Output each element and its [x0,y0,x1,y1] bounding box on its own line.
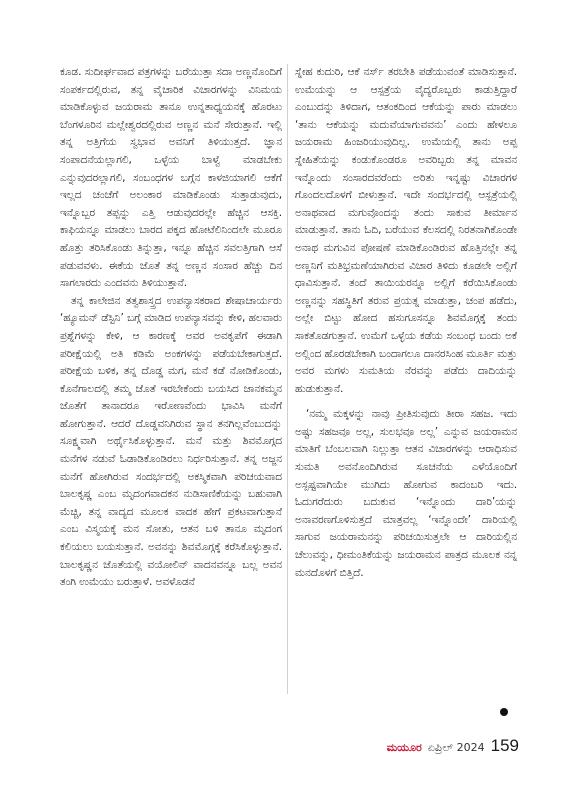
page-number: 159 [490,736,519,755]
magazine-brand: ಮಯೂರ [386,741,422,754]
paragraph-right-2: ‘ನಮ್ಮ ಮಕ್ಕಳನ್ನು ನಾವು ಪ್ರೀತಿಸುವುದು ತೀರಾ ಸಹಜ. ಇದು ಅಷ್ಟು ಸಹಜವೂ ಅಲ್ಲ, ಸುಲಭವೂ ಅಲ್ಲ’ ಎನ್ನುವ ಜಯರಾಮನ ಮಾತಿಗೆ ಬೆಂಬಲವಾಗಿ ನಿಲ್ಲುತ್ತಾ ಆತನ ವಿಚಾರಗಳನ್ನು ಆರಾಧಿಸುವ ಸುಮತಿ ಅವನೊಂದಿಗಿರುವ ಸೂಚನೆಯ ಎಳೆಯೊಂದಿಗೆ ಅಸ್ಪಷ್ಟವಾಗಿಯೇ ಮುಗಿದು ಹೋಗುವ ಕಾದಂಬರಿ ಇದು. ಓದುಗರೆದುರು ಬದುಕುವ ‘ಇನ್ನೊಂದು ದಾರಿ’ಯನ್ನು ಅನಾವರಣಗೊಳಿಸುತ್ತದೆ ಮಾತ್ರವಲ್ಲ ‘ಇನ್ನೊಂದೇ’ ದಾರಿಯಲ್ಲಿ ಸಾಗುವ ಜಯರಾಮನನ್ನು ಪರಿಚಯಿಸುತ್ತಲೇ ಆ ದಾರಿಯಲ್ಲಿನ ಚೆಲುವನ್ನು, ಧೀಮಂತಿಕೆಯನ್ನು ಜಯರಾಮನ ಪಾತ್ರದ ಮೂಲಕ ನನ್ನ ಮನದೊಳಗೆ ಬಿತ್ತಿದೆ. [295,408,517,579]
issue-month-year: ಏಪ್ರಿಲ್ 2024 [427,741,485,754]
column-divider [287,64,288,694]
paragraph-left-2: ತನ್ನ ಕಾಲೇಜಿನ ತತ್ವಶಾಸ್ತ್ರದ ಉಪನ್ಯಾಸಕರಾದ ಶೇಷಾಚಾರ್ಯರು ‘ಹ್ಯೂಮನ್ ಡೆಸ್ಟಿನಿ’ ಬಗ್ಗೆ ಮಾಡಿದ ಉಪನ್ಯಾಸವನ್ನು ಕೇಳಿ, ಹಲವಾರು ಪ್ರಶ್ನೆಗಳನ್ನು ಕೇಳಿ, ಆ ಕಾರಣಕ್ಕೆ ಅವರ ಅವಕೃಪೆಗೆ ಈಡಾಗಿ ಪರೀಕ್ಷೆಯಲ್ಲಿ ಅತಿ ಕಡಿಮೆ ಅಂಕಗಳನ್ನು ಪಡೆಯಬೇಕಾಗುತ್ತದೆ. ಪರೀಕ್ಷೆಯ ಬಳಿಕ, ತನ್ನ ದೊಡ್ಡ ಮಗ, ಮನೆ ಕಡೆ ನೋಡಿಕೊಂಡು, ಕೊನೆಗಾಲದಲ್ಲಿ ತಮ್ಮ ಜೊತೆ ಇರಬೇಕೆಂದು ಬಯಸಿದ ಜಾನಕಮ್ಮನ ಜೊತೆಗೆ ತಾನಾದರೂ ಇರೋಣವೆಂದು ಭಾವಿಸಿ ಮನೆಗೆ ಹೋಗುತ್ತಾನೆ. ಆದರೆ ದೊಡ್ಡವನಿಗಿರುವ ಸ್ಥಾನ ತನಗಿಲ್ಲವೆಂಬುದನ್ನು ಸೂಕ್ಷ್ಮವಾಗಿ ಅರ್ಥೈಸಿಕೊಳ್ಳುತ್ತಾನೆ. ಮನೆ ಮತ್ತು ಶಿವಮೊಗ್ಗದ ಮನೆಗಳ ನಡುವೆ ಓಡಾಡಿಕೊಂಡಿರಲು ನಿರ್ಧರಿಸುತ್ತಾನೆ. ತನ್ನ ಅಜ್ಜನ ಮನೆಗೆ ಹೋಗಿರುವ ಸಂದರ್ಭದಲ್ಲಿ ಅಕಸ್ಮಿಕವಾಗಿ ಪರಿಚಯವಾದ ಬಾಲಕೃಷ್ಣ ಎಂಬ ಮೃದಂಗವಾದಕನ ನುಡಿಸಾಣಿಕೆಯನ್ನು ಬಹುವಾಗಿ ಮೆಚ್ಚಿ, ತನ್ನ ವಾದ್ಯದ ಮೂಲಕ ವಾದಕ ಹೇಗೆ ಪ್ರಕಟವಾಗುತ್ತಾನೆ ಎಂಬ ವಿಸ್ಮಯಕ್ಕೆ ಮನ ಸೋತು, ಆತನ ಬಳಿ ತಾನೂ ಮೃದಂಗ ಕಲಿಯಲು ಬಯಸುತ್ತಾನೆ. ಅವನನ್ನು ಶಿವಮೊಗ್ಗಕ್ಕೆ ಕರೆಸಿಕೊಳ್ಳುತ್ತಾನೆ. ಬಾಲಕೃಷ್ಣನ ಜೊತೆಯಲ್ಲಿ ವಯೋಲಿನ್ ವಾದನವನ್ನೂ ಬಲ್ಲ ಅವನ ತಂಗಿ ಉಮೆಯು ಬರುತ್ತಾಳೆ. ಅವಳೊಡನೆ [60,294,282,589]
end-of-article-bullet-icon [500,708,508,716]
paragraph-left-1: ಕೂಡ. ಸುದೀರ್ಘವಾದ ಪತ್ರಗಳನ್ನು ಬರೆಯುತ್ತಾ ಸದಾ ಅಣ್ಣನೊಂದಿಗೆ ಸಂಪರ್ಕದಲ್ಲಿರುವ, ತನ್ನ ವೈಚಾರಿಕ ವಿಚಾರಗಳನ್ನು ವಿನಿಮಯ ಮಾಡಿಕೊಳ್ಳುವ ಜಯರಾಮ ತಾನೂ ಉನ್ನತಾಧ್ಯಯನಕ್ಕೆ ಹೊರಟು ಬೆಂಗಳೂರಿನ ಮಲ್ಲೇಶ್ವರದಲ್ಲಿರುವ ಅಣ್ಣನ ಮನೆ ಸೇರುತ್ತಾನೆ. ಇಲ್ಲಿ ತನ್ನ ಅತ್ತಿಗೆಯ ಸ್ವಭಾವ ಅವನಿಗೆ ತಿಳಿಯುತ್ತದೆ. ಜ್ಞಾನ ಸಂಪಾದನೆಯಲ್ಲಾಗಲಿ, ಒಳ್ಳೆಯ ಬಾಳ್ವೆ ಮಾಡಬೇಕು ಎನ್ನುವುದರಲ್ಲಾಗಲಿ, ಸಂಬಂಧಗಳ ಬಗ್ಗೆನ ಕಾಳಜಿಯಾಗಲಿ ಆಕೆಗೆ ಇಲ್ಲದ ಚಂಚೆಗೆ ಅಲಂಕಾರ ಮಾಡಿಕೊಂಡು ಸುತ್ತಾಡುವುದು, ಇನ್ನೊಬ್ಬರ ತಪ್ಪನ್ನು ಎತ್ತಿ ಆಡುವುದರಲ್ಲೇ ಹೆಚ್ಚಿನ ಆಸಕ್ತಿ. ಕಾಫಿಯನ್ನೂ ಮಾಡಲು ಬಾರದ ಪಕ್ಕದ ಹೋಟೆಲಿನಿಂದಲೇ ಮೂರೂ ಹೊತ್ತು ತರಿಸಿಕೊಂಡು ತಿನ್ನುತ್ತಾ, ಇನ್ನೂ ಹೆಚ್ಚಿನ ಸವಲತ್ತಿಗಾಗಿ ಆಸೆ ಪಡುವವಳು. ಈಕೆಯ ಜೊತೆ ತನ್ನ ಅಣ್ಣನ ಸಂಸಾರ ಹೆಚ್ಚು ದಿನ ಸಾಗಲಾರದು ಎಂದವನು ತಿಳಿಯುತ್ತಾನೆ. [60,66,282,290]
left-column [60,64,282,592]
right-column [295,64,517,582]
page-footer [387,736,519,756]
paragraph-right-1: ಸ್ನೇಹ ಕುದುರಿ, ಆಕೆ ನರ್ಸ್ ತರಬೇತಿ ಪಡೆಯುವಂತೆ ಮಾಡಿಸುತ್ತಾನೆ. ಉಮೆಯನ್ನು ಆ ಆಸ್ಪತ್ರೆಯ ವೈದ್ಯರೊಬ್ಬರು ಕಾಡುತ್ತಿದ್ದಾರೆ ಎಂಬುದನ್ನು ತಿಳಿದಾಗ, ಆತಂಕದಿಂದ ಆಕೆಯನ್ನು ಪಾರು ಮಾಡಲು ‘ತಾನು ಆಕೆಯನ್ನು ಮದುವೆಯಾಗುವವನು’ ಎಂದು ಹೇಳಲೂ ಜಯರಾಮ ಹಿಂಜರಿಯುವುದಿಲ್ಲ. ಉಮೆಯಲ್ಲಿ ತಾನು ಅಪ್ಪ ಸ್ನೇಹಿತೆಯನ್ನು ಕಂಡುಕೊಂಡರೂ ಅವರಿಬ್ಬರು ತನ್ನ ಮಾವನ ಇನ್ನೊಂದು ಸಂಸಾರದವರೆಂದು ಅರಿತು ಇನ್ನಷ್ಟು ವಿಚಾರಗಳ ಗೊಂದಲದೊಳಗೆ ಬೀಳುತ್ತಾನೆ. ಇದೇ ಸಂದರ್ಭದಲ್ಲಿ ಆಸ್ಪತ್ರೆಯಲ್ಲಿ ಅನಾಥವಾದ ಮಗುವೊಂದನ್ನು ತಂದು ಸಾಕುವ ತೀರ್ಮಾನ ಮಾಡುತ್ತಾನೆ. ತಾನು ಓದಿ, ಬರೆಯುವ ಕೆಲಸದಲ್ಲಿ ನಿರತನಾಗಿಕೊಂಡೇ ಅನಾಥ ಮಗುವಿನ ಪೋಷಣೆ ಮಾಡಿಕೊಂಡಿರುವ ಹೊತ್ತಿನಲ್ಲೇ ತನ್ನ ಅಣ್ಣನಿಗೆ ಮತಿಭ್ರಮಣೆಯಾಗಿರುವ ವಿಚಾರ ತಿಳಿದು ಕೂಡಲೇ ಅಲ್ಲಿಗೆ ಧಾವಿಸುತ್ತಾನೆ. ತಂದೆ ತಾಯಿಯರನ್ನೂ ಅಲ್ಲಿಗೆ ಕರೆಯಿಸಿಕೊಂಡು ಅಣ್ಣನನ್ನು ಸಹಸ್ಥಿತಿಗೆ ತರುವ ಪ್ರಯತ್ನ ಮಾಡುತ್ತಾ, ಚಂಪ ಹಡೆದು, ಅಲ್ಲೇ ಬಿಟ್ಟು ಹೋದ ಹಸುಗೂಸನ್ನೂ ಶಿವಮೊಗ್ಗಕ್ಕೆ ತಂದು ಸಾಕತೊಡಗುತ್ತಾನೆ. ಉಮೆಗೆ ಒಳ್ಳೆಯ ಕಡೆಯ ಸಂಬಂಧ ಬಂದು ಅಕೆ ಅಲ್ಲಿಂದ ಹೊರಡಬೇಕಾಗಿ ಬಂದಾಗಲೂ ದಾನರಸಿಂಹ ಮೂರ್ತಿ ಮತ್ತು ಅವರ ಮಗಳು ಸುಮತಿಯ ನೆರವನ್ನು ಪಡೆದು ದಾದಿಯನ್ನು ಹುಡುಕುತ್ತಾನೆ. [295,66,517,395]
